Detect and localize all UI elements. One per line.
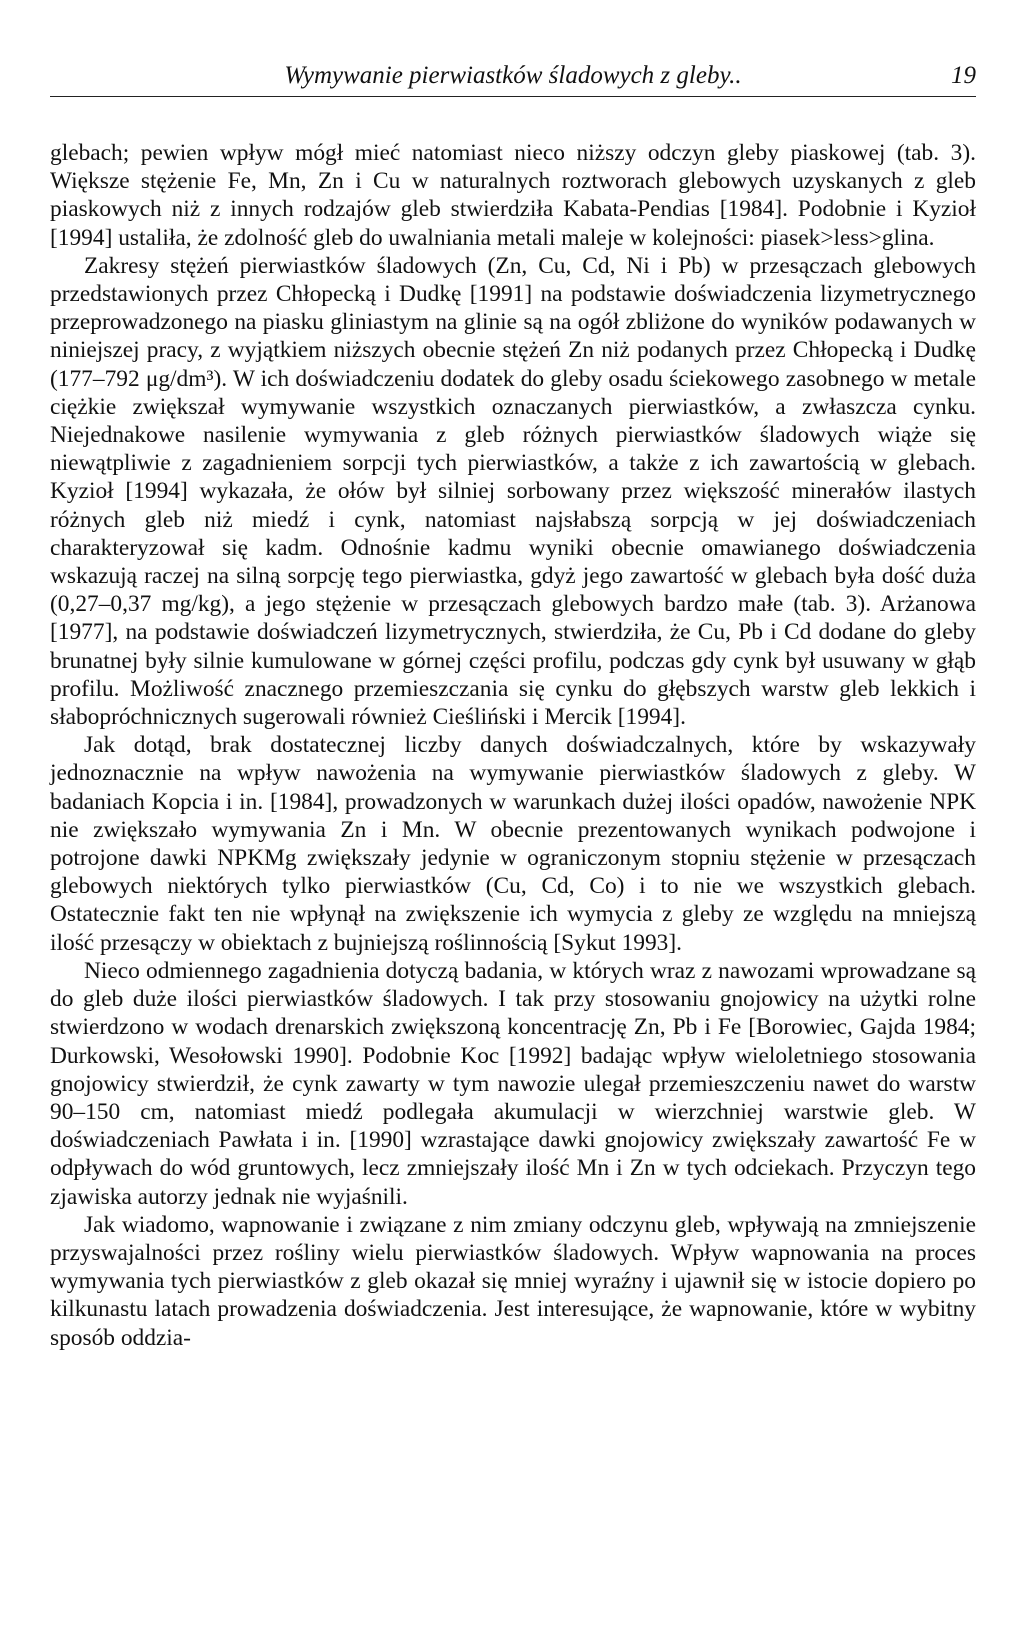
paragraph: Jak dotąd, brak dostatecznej liczby danych doświadczalnych, które by wskazywały jednoznacznie na wpływ nawożenia na wymywanie pierwiastków śladowych z gleby. W badaniach Kopcia i in. [1984], prowadzonych w warunkach dużej ilości opadów, nawożenie NPK nie zwiększało wymywania Zn i Mn. W obecnie prezentowanych wynikach podwojone i potrojone dawki NPKMg zwiększały jedynie w ograniczonym stopniu stężenie w przesączach glebowych niektórych tylko pierwiastków (Cu, Cd, Co) i to nie we wszystkich glebach. Ostatecznie fakt ten nie wpłynął na zwiększenie ich wymycia z gleby ze względu na mniejszą ilość przesączy w obiektach z bujniejszą roślinnością [Sykut 1993]. <box>50 732 976 956</box>
paragraph: Nieco odmiennego zagadnienia dotyczą badania, w których wraz z nawozami wprowadzane są do gleb duże ilości pierwiastków śladowych. I tak przy stosowaniu gnojowicy na użytki rolne stwierdzono w wodach drenarskich zwiększoną koncentrację Zn, Pb i Fe [Borowiec, Gajda 1984; Durkowski, Wesołowski 1990]. Podobnie Koc [1992] badając wpływ wieloletniego stosowania gnojowicy stwierdził, że cynk zawarty w tym nawozie ulegał przemieszczeniu nawet do warstw 90–150 cm, natomiast miedź podlegała akumulacji w wierzchniej warstwie gleb. W doświadczeniach Pawłata i in. [1990] wzrastające dawki gnojowicy zwiększały zawartość Fe w odpływach do wód gruntowych, lecz zmniejszały ilość Mn i Zn w tych odciekach. Przyczyn tego zjawiska autorzy jednak nie wyjaśnili. <box>50 957 976 1210</box>
page-number: 19 <box>951 62 976 89</box>
document-page <box>50 58 976 1352</box>
paragraph: Zakresy stężeń pierwiastków śladowych (Zn, Cu, Cd, Ni i Pb) w przesączach glebowych przedstawionych przez Chłopecką i Dudkę [1991] na podstawie doświadczenia lizymetrycznego przeprowadzonego na piasku gliniastym na glinie są na ogół zbliżone do wyników podawanych w niniejszej pracy, z wyjątkiem niższych obecnie stężeń Zn niż podanych przez Chłopecką i Dudkę (177–792 μg/dm³). W ich doświadczeniu dodatek do gleby osadu ściekowego zasobnego w metale ciężkie zwiększał wymywanie wszystkich oznaczanych pierwiastków, a zwłaszcza cynku. Niejednakowe nasilenie wymywania z gleb różnych pierwiastków śladowych wiąże się niewątpliwie z zagadnieniem sorpcji tych pierwiastków, a także z ich zawartością w glebach. Kyzioł [1994] wykazała, że ołów był silniej sorbowany przez większość minerałów ilastych różnych gleb niż miedź i cynk, natomiast najsłabszą sorpcją w jej doświadczeniach charakteryzował się kadm. Odnośnie kadmu wyniki obecnie omawianego doświadczenia wskazują raczej na silną sorpcję tego pierwiastka, gdyż jego zawartość w glebach była dość duża (0,27–0,37 mg/kg), a jego stężenie w przesączach glebowych bardzo małe (tab. 3). Arżanowa [1977], na podstawie doświadczeń lizymetrycznych, stwierdziła, że Cu, Pb i Cd dodane do gleby brunatnej były silnie kumulowane w górnej części profilu, podczas gdy cynk był usuwany w głąb profilu. Możliwość znacznego przemieszczania się cynku do głębszych warstw gleb lekkich i słabopróchnicznych sugerowali również Cieśliński i Mercik [1994]. <box>50 252 976 731</box>
running-header <box>50 58 976 97</box>
paragraph: Jak wiadomo, wapnowanie i związane z nim zmiany odczynu gleb, wpływają na zmniejszenie przyswajalności przez rośliny wielu pierwiastków śladowych. Wpływ wapnowania na proces wymywania tych pierwiastków z gleb okazał się mniej wyraźny i ujawnił się w istocie dopiero po kilkunastu latach prowadzenia doświadczenia. Jest interesujące, że wapnowanie, które w wybitny sposób oddzia- <box>50 1211 976 1351</box>
body-text <box>50 139 976 1352</box>
paragraph: glebach; pewien wpływ mógł mieć natomiast nieco niższy odczyn gleby piaskowej (tab. 3). Większe stężenie Fe, Mn, Zn i Cu w naturalnych roztworach glebowych uzyskanych z gleb piaskowych niż z innych rodzajów gleb stwierdziła Kabata-Pendias [1984]. Podobnie i Kyzioł [1994] ustaliła, że zdolność gleb do uwalniania metali maleje w kolejności: piasek>less>glina. <box>50 140 976 251</box>
running-title: Wymywanie pierwiastków śladowych z gleby.. <box>284 62 742 89</box>
